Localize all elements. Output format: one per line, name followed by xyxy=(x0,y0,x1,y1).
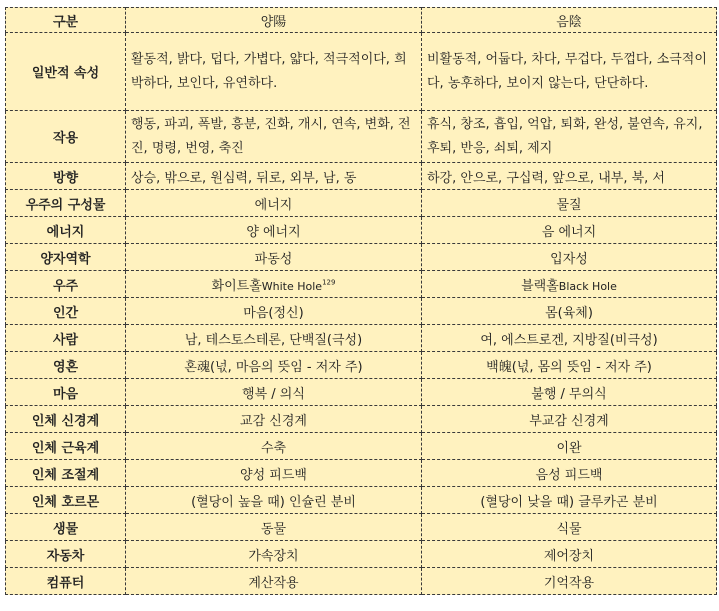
yang-cell: 계산작용 xyxy=(126,568,422,595)
yin-cell: 부교감 신경계 xyxy=(422,406,717,433)
yin-main-text: 블랙홀 xyxy=(521,278,559,294)
row-label: 컴퓨터 xyxy=(6,568,126,595)
yang-main-text: 화이트홀 xyxy=(211,278,262,294)
table-row xyxy=(6,163,717,190)
row-label: 양자역학 xyxy=(6,244,126,271)
table-row xyxy=(6,244,717,271)
yang-cell xyxy=(126,271,422,298)
yin-cell: 비활동적, 어둡다, 차다, 무겁다, 두껍다, 소극적이다, 농후하다, 보이지 않는다, 단단하다. xyxy=(422,33,717,111)
table-row xyxy=(6,406,717,433)
yin-cell: 몸(육체) xyxy=(422,298,717,325)
table-row xyxy=(6,33,717,111)
table-row xyxy=(6,111,717,163)
yin-cell: 물질 xyxy=(422,190,717,217)
table-row xyxy=(6,352,717,379)
row-label: 인체 신경계 xyxy=(6,406,126,433)
row-label: 인간 xyxy=(6,298,126,325)
header-yin: 음陰 xyxy=(422,8,717,33)
yang-cell: (혈당이 높을 때) 인슐린 분비 xyxy=(126,487,422,514)
table-row xyxy=(6,514,717,541)
table-row xyxy=(6,433,717,460)
yin-cell: 불행 / 무의식 xyxy=(422,379,717,406)
table-row xyxy=(6,568,717,595)
yin-cell: 이완 xyxy=(422,433,717,460)
table-row xyxy=(6,298,717,325)
yang-cell: 혼魂(넋, 마음의 뜻임 - 저자 주) xyxy=(126,352,422,379)
yin-cell: 휴식, 창조, 흡입, 억압, 퇴화, 완성, 불연속, 유지, 후퇴, 반응, 쇠퇴, 제지 xyxy=(422,111,717,163)
yang-cell: 동물 xyxy=(126,514,422,541)
yang-cell: 수축 xyxy=(126,433,422,460)
header-row xyxy=(6,8,717,33)
yin-cell: 음성 피드백 xyxy=(422,460,717,487)
row-label: 방향 xyxy=(6,163,126,190)
row-label: 자동차 xyxy=(6,541,126,568)
row-label: 에너지 xyxy=(6,217,126,244)
yin-cell: 음 에너지 xyxy=(422,217,717,244)
row-label: 작용 xyxy=(6,111,126,163)
yin-cell: 식물 xyxy=(422,514,717,541)
header-label: 구분 xyxy=(6,8,126,33)
yang-cell: 행동, 파괴, 폭발, 흥분, 진화, 개시, 연속, 변화, 전진, 명령, 번영, 축진 xyxy=(126,111,422,163)
yang-cell: 상승, 밖으로, 원심력, 뒤로, 외부, 남, 동 xyxy=(126,163,422,190)
row-label: 우주의 구성물 xyxy=(6,190,126,217)
yin-cell: 기억작용 xyxy=(422,568,717,595)
yin-english-text: Black Hole xyxy=(558,279,617,293)
yang-cell: 양 에너지 xyxy=(126,217,422,244)
row-label: 인체 근육계 xyxy=(6,433,126,460)
yin-cell: 입자성 xyxy=(422,244,717,271)
yin-cell: (혈당이 낮을 때) 글루카곤 분비 xyxy=(422,487,717,514)
yin-cell: 여, 에스트로겐, 지방질(비극성) xyxy=(422,325,717,352)
footnote-marker: 129 xyxy=(322,278,336,287)
yang-cell: 남, 테스토스테론, 단백질(극성) xyxy=(126,325,422,352)
row-label: 우주 xyxy=(6,271,126,298)
table-row xyxy=(6,460,717,487)
header-yang: 양陽 xyxy=(126,8,422,33)
row-label: 사람 xyxy=(6,325,126,352)
row-label: 생물 xyxy=(6,514,126,541)
yin-cell: 하강, 안으로, 구십력, 앞으로, 내부, 북, 서 xyxy=(422,163,717,190)
yin-cell: 백魄(넋, 몸의 뜻임 - 저자 주) xyxy=(422,352,717,379)
yang-cell: 파동성 xyxy=(126,244,422,271)
row-label: 인체 조절계 xyxy=(6,460,126,487)
yang-cell: 교감 신경계 xyxy=(126,406,422,433)
table-row xyxy=(6,487,717,514)
yang-cell: 행복 / 의식 xyxy=(126,379,422,406)
table-row xyxy=(6,325,717,352)
yang-cell: 양성 피드백 xyxy=(126,460,422,487)
table-row xyxy=(6,271,717,298)
yin-yang-comparison-table xyxy=(5,7,717,595)
yang-cell: 마음(정신) xyxy=(126,298,422,325)
row-label: 인체 호르몬 xyxy=(6,487,126,514)
yang-cell: 에너지 xyxy=(126,190,422,217)
yin-cell xyxy=(422,271,717,298)
yang-english-text: White Hole xyxy=(261,279,323,293)
row-label: 영혼 xyxy=(6,352,126,379)
table-row xyxy=(6,190,717,217)
table-row xyxy=(6,379,717,406)
row-label: 일반적 속성 xyxy=(6,33,126,111)
table-row xyxy=(6,541,717,568)
yang-cell: 활동적, 밝다, 덥다, 가볍다, 얇다, 적극적이다, 희박하다, 보인다, 유연하다. xyxy=(126,33,422,111)
table-row xyxy=(6,217,717,244)
yin-cell: 제어장치 xyxy=(422,541,717,568)
row-label: 마음 xyxy=(6,379,126,406)
yang-cell: 가속장치 xyxy=(126,541,422,568)
